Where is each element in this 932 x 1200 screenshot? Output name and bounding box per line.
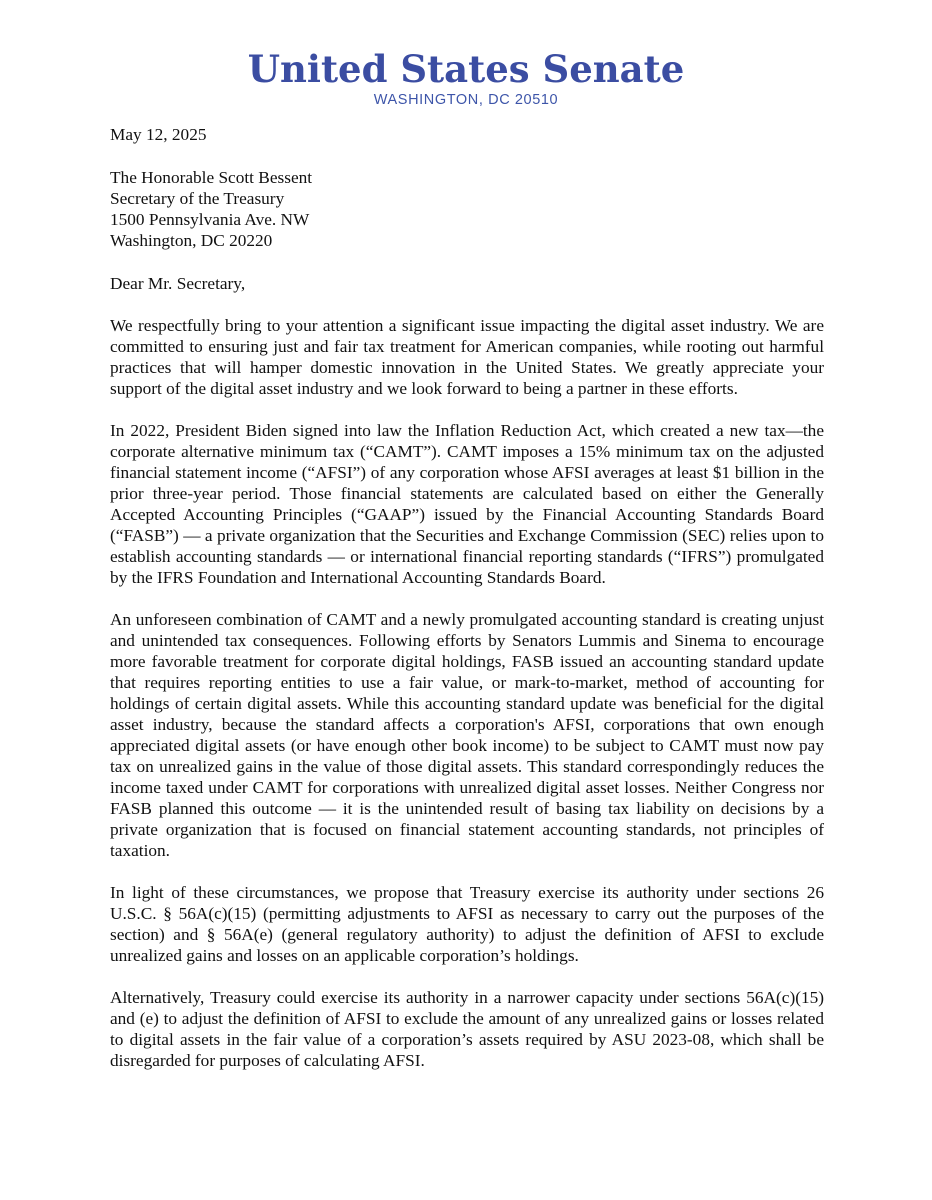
- body-paragraph-1: We respectfully bring to your attention a significant issue impacting the digital asset industry. We are committed to ensuring just and fair tax treatment for American companies, while rooting out harmful practices that will hamper domestic innovation in the United States. We greatly appreciate your support of the digital asset industry and we look forward to being a partner in these efforts.: [110, 316, 824, 398]
- body-paragraph-4: In light of these circumstances, we propose that Treasury exercise its authority under sections 26 U.S.C. § 56A(c)(15) (permitting adjustments to AFSI as necessary to carry out the purposes of the section) and § 56A(e) (general regulatory authority) to adjust the definition of AFSI to exclude unrealized gains and losses on an applicable corporation’s holdings.: [110, 883, 824, 965]
- salutation: Dear Mr. Secretary,: [110, 274, 246, 293]
- body-paragraph-3: An unforeseen combination of CAMT and a newly promulgated accounting standard is creating unjust and unintended tax consequences. Following efforts by Senators Lummis and Sinema to encourage more favorable treatment for corporate digital holdings, FASB issued an accounting standard update that requires reporting entities to use a fair value, or mark-to-market, method of accounting for holdings of certain digital assets. While this accounting standard update was beneficial for the digital asset industry, because the standard affects a corporation's AFSI, corporations that own enough appreciated digital assets (or have enough other book income) to be subject to CAMT must now pay tax on unrealized gains in the value of those digital assets. This standard correspondingly reduces the income taxed under CAMT for corporations with unrealized digital asset losses. Neither Congress nor FASB planned this outcome — it is the unintended result of basing tax liability on decisions by a private organization that is focused on financial statement accounting standards, not principles of taxation.: [110, 610, 824, 860]
- letterhead: [0, 0, 932, 109]
- recipient-address: [110, 167, 824, 251]
- address-line-street: 1500 Pennsylvania Ave. NW: [110, 210, 310, 229]
- letter-content: [0, 124, 932, 1071]
- senate-letterhead-title: United States Senate: [247, 47, 685, 91]
- address-line-recipient-title: Secretary of the Treasury: [110, 189, 285, 208]
- letterhead-city-zip: WASHINGTON, DC 20510: [373, 92, 559, 108]
- address-line-recipient-name: The Honorable Scott Bessent: [110, 168, 313, 187]
- letter-date: May 12, 2025: [110, 125, 207, 144]
- body-paragraph-2: In 2022, President Biden signed into law the Inflation Reduction Act, which created a new tax—the corporate alternative minimum tax (“CAMT”). CAMT imposes a 15% minimum tax on the adjusted financial statement income (“AFSI”) of any corporation whose AFSI averages at least $1 billion in the prior three-year period. Those financial statements are calculated based on either the Generally Accepted Accounting Principles (“GAAP”) issued by the Financial Accounting Standards Board (“FASB”) — a private organization that the Securities and Exchange Commission (SEC) relies upon to establish accounting standards — or international financial reporting standards (“IFRS”) promulgated by the IFRS Foundation and International Accounting Standards Board.: [110, 421, 824, 587]
- body-paragraph-5: Alternatively, Treasury could exercise its authority in a narrower capacity under sections 56A(c)(15) and (e) to adjust the definition of AFSI to exclude the amount of any unrealized gains or losses related to digital assets in the fair value of a corporation’s assets required by ASU 2023-08, which shall be disregarded for purposes of calculating AFSI.: [110, 988, 824, 1070]
- address-line-city: Washington, DC 20220: [110, 231, 273, 250]
